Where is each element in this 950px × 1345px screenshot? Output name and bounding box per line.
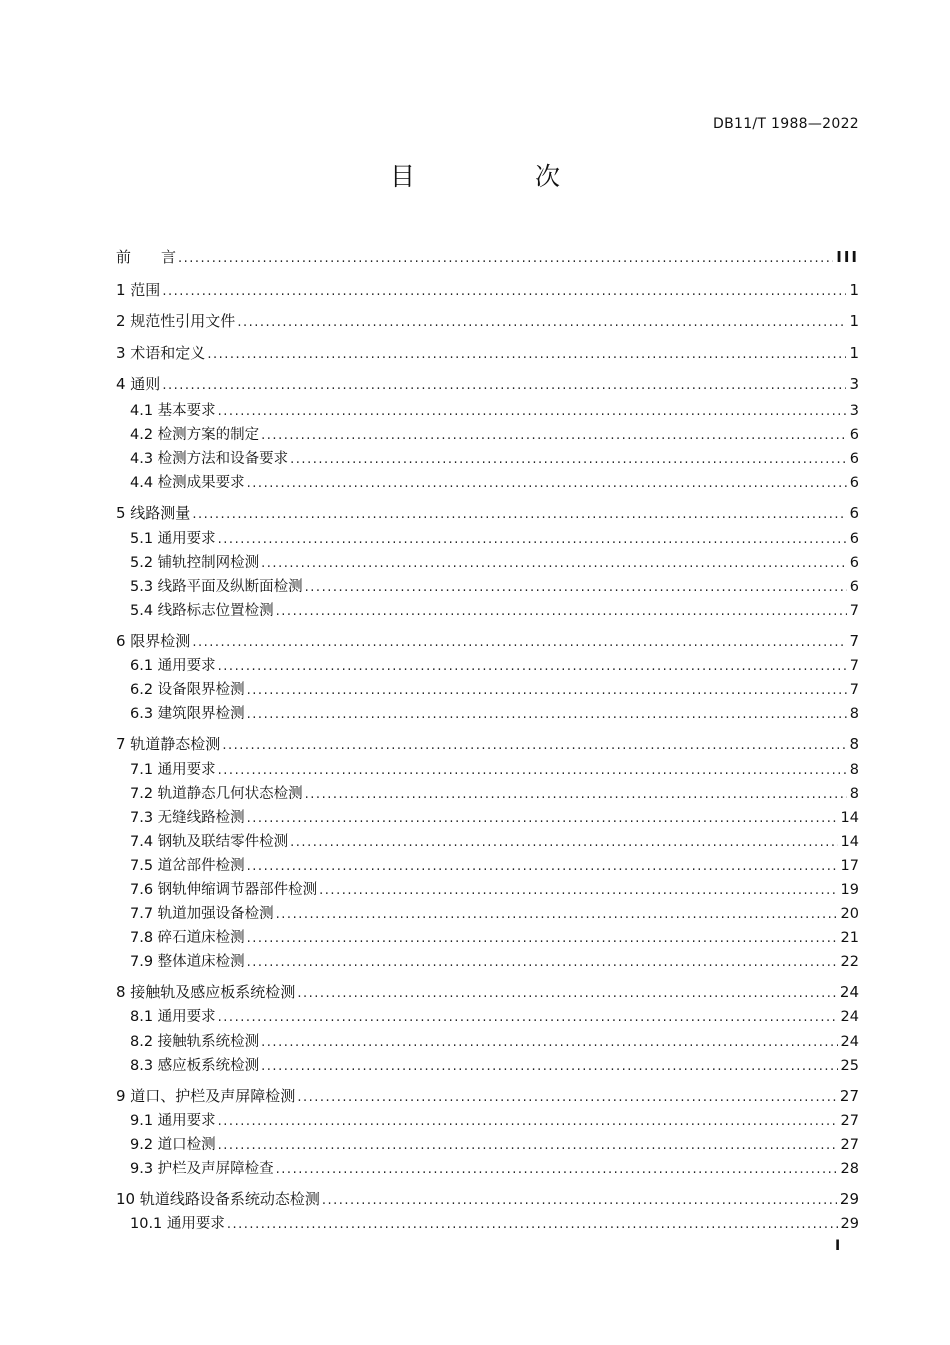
toc-entry[interactable] xyxy=(130,926,859,947)
toc-entry-page: 1 xyxy=(849,344,859,362)
toc-leader-dots xyxy=(207,347,846,362)
toc-leader-dots xyxy=(218,404,847,419)
toc-entry[interactable] xyxy=(130,1133,859,1154)
toc-entry-page: 7 xyxy=(849,603,859,619)
toc-leader-dots xyxy=(261,428,847,443)
toc-entry[interactable] xyxy=(130,1212,859,1233)
toc-leader-dots xyxy=(247,931,838,946)
toc-leader-dots xyxy=(218,1010,838,1025)
toc-entry-label: 10.1 通用要求 xyxy=(130,1216,225,1232)
toc-leader-dots xyxy=(247,955,838,970)
toc-entry[interactable] xyxy=(130,782,859,803)
toc-entry-page: 3 xyxy=(849,403,859,419)
toc-entry-page: 17 xyxy=(840,858,859,874)
toc-entry-label: 7.5 道岔部件检测 xyxy=(130,858,245,874)
toc-entry[interactable] xyxy=(130,806,859,827)
toc-entry[interactable] xyxy=(116,1085,859,1106)
toc-entry-page: 6 xyxy=(849,427,859,443)
toc-entry-label: 4.2 检测方案的制定 xyxy=(130,427,260,443)
toc-entry[interactable] xyxy=(130,527,859,548)
toc-leader-dots xyxy=(178,251,833,266)
toc-leader-dots xyxy=(218,763,847,778)
toc-entry-label: 前 言 xyxy=(116,248,177,266)
toc-entry[interactable] xyxy=(130,758,859,779)
toc-entry-label: 5.1 通用要求 xyxy=(130,531,216,547)
toc-leader-dots xyxy=(218,532,847,547)
toc-leader-dots xyxy=(305,580,847,595)
toc-leader-dots xyxy=(237,315,846,330)
toc-entry-label: 2 规范性引用文件 xyxy=(116,312,236,330)
toc-entry[interactable] xyxy=(130,1030,859,1051)
toc-leader-dots xyxy=(297,986,837,1001)
toc-leader-dots xyxy=(218,1138,838,1153)
toc-entry-page: 27 xyxy=(840,1137,859,1153)
toc-leader-dots xyxy=(305,787,847,802)
toc-entry-page: 25 xyxy=(840,1058,859,1074)
toc-entry-label: 8.1 通用要求 xyxy=(130,1009,216,1025)
toc-entry[interactable] xyxy=(116,1188,859,1209)
toc-entry-page: 19 xyxy=(840,882,859,898)
toc-entry[interactable] xyxy=(130,575,859,596)
toc-entry-label: 9.1 通用要求 xyxy=(130,1113,216,1129)
toc-leader-dots xyxy=(247,811,838,826)
toc-entry-label: 7.3 无缝线路检测 xyxy=(130,810,245,826)
toc-entry[interactable] xyxy=(116,981,859,1002)
toc-entry[interactable] xyxy=(130,1054,859,1075)
toc-entry[interactable] xyxy=(116,373,859,394)
toc-entry[interactable] xyxy=(130,447,859,468)
toc-leader-dots xyxy=(192,507,846,522)
toc-entry-label: 4.3 检测方法和设备要求 xyxy=(130,451,289,467)
page-number: I xyxy=(835,1238,841,1254)
toc-entry-page: 8 xyxy=(849,762,859,778)
toc-entry-label: 9.3 护栏及声屏障检查 xyxy=(130,1161,274,1177)
toc-entry-label: 7.7 轨道加强设备检测 xyxy=(130,906,274,922)
toc-entry-label: 7.2 轨道静态几何状态检测 xyxy=(130,786,303,802)
toc-entry[interactable] xyxy=(116,502,859,523)
toc-entry[interactable] xyxy=(130,1109,859,1130)
toc-leader-dots xyxy=(322,1193,837,1208)
toc-entry-label: 3 术语和定义 xyxy=(116,344,206,362)
toc-leader-dots xyxy=(247,859,838,874)
toc-leader-dots xyxy=(227,1217,838,1232)
toc-entry-label: 8 接触轨及感应板系统检测 xyxy=(116,983,296,1001)
toc-leader-dots xyxy=(290,452,847,467)
toc-leader-dots xyxy=(218,659,847,674)
toc-entry-label: 6 限界检测 xyxy=(116,632,191,650)
toc-entry[interactable] xyxy=(130,1157,859,1178)
toc-leader-dots xyxy=(276,1162,838,1177)
toc-entry-label: 9.2 道口检测 xyxy=(130,1137,216,1153)
toc-entry[interactable] xyxy=(130,902,859,923)
toc-entry[interactable] xyxy=(130,471,859,492)
toc-entry-page: 6 xyxy=(849,531,859,547)
toc-entry-label: 5.4 线路标志位置检测 xyxy=(130,603,274,619)
toc-entry-page: 20 xyxy=(840,906,859,922)
toc-leader-dots xyxy=(218,1114,838,1129)
toc-entry[interactable] xyxy=(130,1005,859,1026)
toc-leader-dots xyxy=(247,476,847,491)
toc-entry-page: 27 xyxy=(840,1113,859,1129)
toc-entry[interactable] xyxy=(130,654,859,675)
toc-entry[interactable] xyxy=(116,279,859,300)
toc-entry[interactable] xyxy=(116,630,859,651)
toc-leader-dots xyxy=(297,1090,837,1105)
toc-entry-page: 28 xyxy=(840,1161,859,1177)
toc-entry-page: 24 xyxy=(840,1034,859,1050)
toc-entry[interactable] xyxy=(116,246,859,267)
toc-entry-page: 22 xyxy=(840,954,859,970)
toc-entry[interactable] xyxy=(130,551,859,572)
toc-entry[interactable] xyxy=(130,599,859,620)
toc-entry[interactable] xyxy=(130,399,859,420)
toc-entry[interactable] xyxy=(116,342,859,363)
toc-entry-label: 10 轨道线路设备系统动态检测 xyxy=(116,1190,320,1208)
toc-entry-page: 8 xyxy=(849,786,859,802)
toc-entry-page: 8 xyxy=(849,706,859,722)
toc-entry-page: 27 xyxy=(839,1087,859,1105)
toc-entry[interactable] xyxy=(130,702,859,723)
toc-entry-label: 5.2 铺轨控制网检测 xyxy=(130,555,260,571)
toc-entry-label: 6.1 通用要求 xyxy=(130,658,216,674)
toc-entry-page: 29 xyxy=(840,1216,859,1232)
toc-entry-page: 24 xyxy=(840,1009,859,1025)
toc-entry-page: 1 xyxy=(849,281,859,299)
toc-entry-label: 5 线路测量 xyxy=(116,504,191,522)
page-title: 目 次 xyxy=(390,162,616,191)
toc-entry-label: 9 道口、护栏及声屏障检测 xyxy=(116,1087,296,1105)
toc-entry-page: III xyxy=(836,248,859,266)
toc-entry[interactable] xyxy=(130,678,859,699)
toc-entry[interactable] xyxy=(116,310,859,331)
toc-leader-dots xyxy=(261,556,847,571)
toc-entry-label: 7.9 整体道床检测 xyxy=(130,954,245,970)
toc-entry-page: 7 xyxy=(849,682,859,698)
toc-entry-label: 6.2 设备限界检测 xyxy=(130,682,245,698)
toc-leader-dots xyxy=(261,1035,837,1050)
toc-entry[interactable] xyxy=(130,950,859,971)
toc-entry[interactable] xyxy=(130,878,859,899)
toc-entry-label: 8.2 接触轨系统检测 xyxy=(130,1034,260,1050)
toc-entry-label: 4.1 基本要求 xyxy=(130,403,216,419)
toc-entry-page: 6 xyxy=(849,555,859,571)
toc-entry-label: 4.4 检测成果要求 xyxy=(130,475,245,491)
toc-entry-page: 7 xyxy=(849,632,859,650)
toc-entry-label: 1 范围 xyxy=(116,281,161,299)
toc-leader-dots xyxy=(162,284,846,299)
toc-entry-page: 6 xyxy=(849,475,859,491)
toc-entry-label: 7.8 碎石道床检测 xyxy=(130,930,245,946)
document-code: DB11/T 1988—2022 xyxy=(713,116,859,132)
toc-entry-page: 24 xyxy=(839,983,859,1001)
toc-entry-page: 14 xyxy=(840,810,859,826)
toc-entry-label: 4 通则 xyxy=(116,375,161,393)
toc-entry-page: 14 xyxy=(840,834,859,850)
toc-leader-dots xyxy=(247,683,847,698)
toc-entry[interactable] xyxy=(130,854,859,875)
toc-leader-dots xyxy=(276,604,847,619)
toc-entry-label: 7 轨道静态检测 xyxy=(116,735,221,753)
toc-leader-dots xyxy=(222,738,846,753)
toc-entry-label: 5.3 线路平面及纵断面检测 xyxy=(130,579,303,595)
toc-leader-dots xyxy=(247,707,847,722)
toc-entry-label: 8.3 感应板系统检测 xyxy=(130,1058,260,1074)
toc-leader-dots xyxy=(162,378,846,393)
toc-entry-label: 7.1 通用要求 xyxy=(130,762,216,778)
toc-entry-page: 7 xyxy=(849,658,859,674)
toc-leader-dots xyxy=(290,835,837,850)
toc-entry-page: 1 xyxy=(849,312,859,330)
toc-entry-label: 6.3 建筑限界检测 xyxy=(130,706,245,722)
toc-entry[interactable] xyxy=(116,733,859,754)
toc-entry-page: 21 xyxy=(840,930,859,946)
toc-entry-page: 6 xyxy=(849,451,859,467)
toc-leader-dots xyxy=(192,635,846,650)
toc-entry-label: 7.4 钢轨及联结零件检测 xyxy=(130,834,289,850)
toc-entry-page: 29 xyxy=(839,1190,859,1208)
toc-entry-page: 8 xyxy=(849,735,859,753)
toc-entry-label: 7.6 钢轨伸缩调节器部件检测 xyxy=(130,882,318,898)
toc-entry-page: 3 xyxy=(849,375,859,393)
toc-entry-page: 6 xyxy=(849,504,859,522)
toc-leader-dots xyxy=(261,1059,837,1074)
toc-leader-dots xyxy=(319,883,837,898)
toc-entry[interactable] xyxy=(130,830,859,851)
toc-leader-dots xyxy=(276,907,838,922)
toc-entry[interactable] xyxy=(130,423,859,444)
toc-entry-page: 6 xyxy=(849,579,859,595)
